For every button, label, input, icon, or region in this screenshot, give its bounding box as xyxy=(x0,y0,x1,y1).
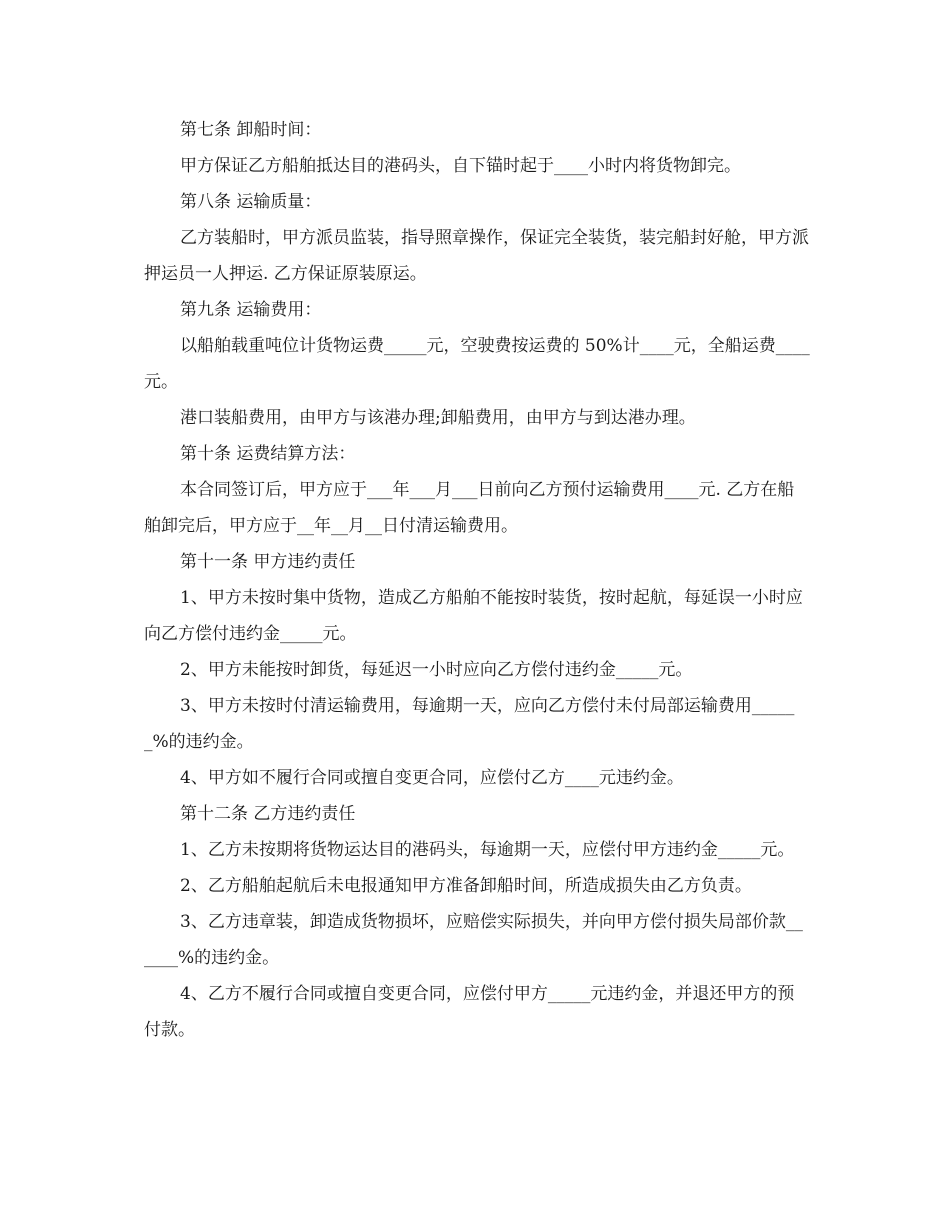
article-9-text-freight: 以船舶载重吨位计货物运费_____元，空驶费按运费的 50%计____元，全船运费____元。 xyxy=(144,336,810,392)
article-8-text: 乙方装船时，甲方派员监装，指导照章操作，保证完全装货，装完船封好舱，甲方派押运员一人押运. 乙方保证原装原运。 xyxy=(144,228,809,284)
document-body xyxy=(144,112,810,1048)
article-9-heading: 第九条 运输费用： xyxy=(180,300,322,320)
article-11-heading: 第十一条 甲方违约责任 xyxy=(180,552,356,572)
article-11-item-1: 1、甲方未按时集中货物，造成乙方船舶不能按时装货，按时起航，每延误一小时应向乙方偿付违约金_____元。 xyxy=(144,588,803,644)
article-12-item-1: 1、乙方未按期将货物运达目的港码头，每逾期一天，应偿付甲方违约金_____元。 xyxy=(180,840,795,860)
article-12-item-3: 3、乙方违章装，卸造成货物损坏，应赔偿实际损失，并向甲方偿付损失局部价款______%的违约金。 xyxy=(144,912,803,968)
article-7-heading: 第七条 卸船时间： xyxy=(180,120,322,140)
article-11-item-4: 4、甲方如不履行合同或擅自变更合同，应偿付乙方____元违约金。 xyxy=(180,768,684,788)
article-11-item-3: 3、甲方未按时付清运输费用，每逾期一天，应向乙方偿付未付局部运输费用______%的违约金。 xyxy=(144,696,795,752)
article-8-heading: 第八条 运输质量： xyxy=(180,192,322,212)
article-10-heading: 第十条 运费结算方法： xyxy=(180,444,356,464)
article-12-item-4: 4、乙方不履行合同或擅自变更合同，应偿付甲方_____元违约金，并退还甲方的预付款。 xyxy=(144,984,795,1040)
article-11-item-2: 2、甲方未能按时卸货，每延迟一小时应向乙方偿付违约金_____元。 xyxy=(180,660,693,680)
article-10-text: 本合同签订后，甲方应于___年___月___日前向乙方预付运输费用____元. 乙方在船舶卸完后，甲方应于__年__月__日付清运输费用。 xyxy=(144,480,795,536)
article-12-heading: 第十二条 乙方违约责任 xyxy=(180,804,356,824)
article-7-text: 甲方保证乙方船舶抵达目的港码头，自下锚时起于____小时内将货物卸完。 xyxy=(180,156,741,176)
article-12-item-2: 2、乙方船舶起航后未电报通知甲方准备卸船时间，所造成损失由乙方负责。 xyxy=(180,876,752,896)
article-9-text-port-fees: 港口装船费用，由甲方与该港办理;卸船费用，由甲方与到达港办理。 xyxy=(180,408,696,428)
